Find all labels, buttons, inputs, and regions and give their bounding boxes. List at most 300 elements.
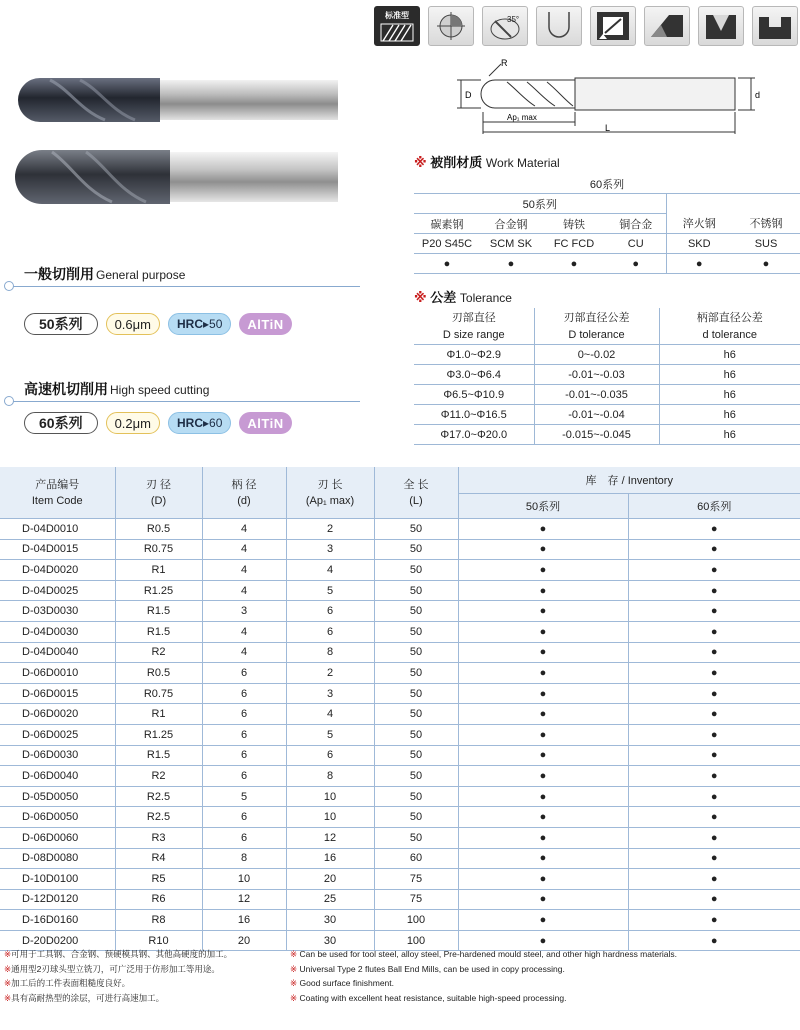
blade-diameter: R1: [115, 704, 202, 725]
shank-diameter: 10: [202, 869, 286, 890]
footnote-mark: ※: [4, 992, 12, 1003]
table-row: [0, 621, 800, 642]
footnote-en: [290, 962, 796, 977]
tolerance-range: Φ3.0~Φ6.4: [414, 365, 534, 385]
flute-length: 2: [286, 663, 374, 684]
tolerance-row: [414, 425, 800, 445]
shank-diameter: 6: [202, 683, 286, 704]
blade-diameter: R5: [115, 869, 202, 890]
stock-50: ●: [458, 539, 628, 560]
shank-diameter: 16: [202, 910, 286, 931]
item-code: D-08D0080: [0, 848, 115, 869]
header-cn: 刃 长: [317, 478, 343, 491]
item-code: D-06D0015: [0, 683, 115, 704]
tolerance-range: Φ11.0~Φ16.5: [414, 405, 534, 425]
material-suitable-mark: ●: [666, 254, 732, 274]
diagram-d-label: d: [755, 90, 761, 100]
item-code: D-04D0015: [0, 539, 115, 560]
standard-type-icon: 标准型: [374, 6, 420, 46]
blade-diameter: R1: [115, 560, 202, 581]
blade-diameter: R1.5: [115, 621, 202, 642]
material-code: P20 S45C: [414, 234, 480, 254]
table-row: [0, 910, 800, 931]
stock-50: ●: [458, 724, 628, 745]
overall-length: 50: [374, 766, 458, 787]
tolerance-header: D tolerance: [534, 325, 659, 345]
stock-60: ●: [628, 745, 800, 766]
header-en: (d): [237, 494, 251, 507]
material-code: CU: [606, 234, 666, 254]
overall-length: 50: [374, 807, 458, 828]
item-code: D-16D0160: [0, 910, 115, 931]
stock-60: ●: [628, 848, 800, 869]
footnote-en: [290, 991, 796, 1006]
header-flute-length: [286, 467, 374, 519]
coating-badge: AlTiN: [239, 313, 291, 335]
shank-diameter: 8: [202, 848, 286, 869]
flute-length: 4: [286, 560, 374, 581]
blade-diameter: R4: [115, 848, 202, 869]
tolerance-header: 柄部直径公差: [659, 308, 800, 325]
item-code: D-06D0020: [0, 704, 115, 725]
stock-50: ●: [458, 642, 628, 663]
shank-diameter: 3: [202, 601, 286, 622]
table-row: [0, 580, 800, 601]
section-highspeed-title-cn: 高速机切削用: [24, 381, 108, 397]
flute-length: 8: [286, 766, 374, 787]
blade-diameter: R0.75: [115, 683, 202, 704]
item-code: D-04D0010: [0, 519, 115, 540]
footnote-mark: ※: [290, 949, 298, 959]
stock-60: ●: [628, 910, 800, 931]
footnote-mark: ※: [290, 963, 298, 974]
stock-60: ●: [628, 663, 800, 684]
table-row: [0, 642, 800, 663]
material-code: SCM SK: [480, 234, 542, 254]
stock-60: ●: [628, 539, 800, 560]
stock-50: ●: [458, 560, 628, 581]
table-row: [0, 601, 800, 622]
table-row: [0, 683, 800, 704]
series-badge: 60系列: [24, 412, 98, 434]
header-cn: 产品编号: [35, 478, 80, 491]
table-row: [0, 827, 800, 848]
stock-50: ●: [458, 869, 628, 890]
tool-photo-60: [10, 142, 340, 217]
material-suitable-mark: ●: [606, 254, 666, 274]
tolerance-header: 刃部直径公差: [534, 308, 659, 325]
stock-50: ●: [458, 580, 628, 601]
footnote-mark: ※: [4, 978, 12, 988]
flute-length: 20: [286, 869, 374, 890]
shank-diameter: 4: [202, 560, 286, 581]
overall-length: 50: [374, 539, 458, 560]
footnote-cn: [4, 991, 289, 1006]
table-row: [0, 519, 800, 540]
overall-length: 75: [374, 889, 458, 910]
diagram-ap-label: Ap₁ max: [507, 113, 537, 122]
stock-50: ●: [458, 848, 628, 869]
tolerance-shank-tol: h6: [659, 385, 800, 405]
work-material-group60: 60系列: [414, 174, 800, 194]
material-code: SKD: [666, 234, 732, 254]
tolerance-shank-tol: h6: [659, 425, 800, 445]
stock-50: ●: [458, 663, 628, 684]
footnote-text: Coating with excellent heat resistance, suitable high-speed processing.: [299, 992, 567, 1003]
work-material-title-cn: 被削材质: [430, 155, 483, 170]
footnote-mark: ※: [290, 978, 298, 988]
overall-length: 50: [374, 601, 458, 622]
table-row: [0, 807, 800, 828]
header-item-code: [0, 467, 115, 519]
blade-diameter: R3: [115, 827, 202, 848]
flute-length: 6: [286, 745, 374, 766]
material-header: 铸铁: [542, 214, 606, 234]
header-inventory: 库 存 / Inventory: [458, 467, 800, 494]
section-highspeed-divider: [12, 401, 360, 402]
tolerance-heading: [414, 287, 512, 306]
item-code: D-06D0060: [0, 827, 115, 848]
overall-length: 50: [374, 724, 458, 745]
tolerance-header: d tolerance: [659, 325, 800, 345]
tolerance-row: [414, 405, 800, 425]
stock-50: ●: [458, 745, 628, 766]
tolerance-d-tol: -0.015~-0.045: [534, 425, 659, 445]
pocket-milling-icon: [698, 6, 744, 46]
flute-length: 25: [286, 889, 374, 910]
table-row: [0, 560, 800, 581]
footnote-cn: [4, 947, 289, 962]
section-general-divider: [12, 286, 360, 287]
diagram-L-label: L: [605, 123, 611, 133]
table-row: [0, 786, 800, 807]
tolerance-shank-tol: h6: [659, 405, 800, 425]
blade-diameter: R0.5: [115, 519, 202, 540]
tolerance-d-tol: -0.01~-0.03: [534, 365, 659, 385]
table-row: [0, 745, 800, 766]
header-cn: 柄 径: [231, 478, 257, 491]
stock-50: ●: [458, 827, 628, 848]
footnote-text: 可用于工具钢、合金钢、预硬模具钢、其他高硬度的加工。: [11, 949, 233, 959]
shank-diameter: 12: [202, 889, 286, 910]
item-code: D-06D0040: [0, 766, 115, 787]
coating-badge: AlTiN: [239, 412, 291, 434]
table-row: [0, 724, 800, 745]
blade-diameter: R2.5: [115, 786, 202, 807]
footnote-en: [290, 976, 796, 991]
stock-60: ●: [628, 642, 800, 663]
slotting-icon: [590, 6, 636, 46]
material-header: 淬火钢: [666, 214, 732, 234]
header-inventory-50: 50系列: [458, 494, 628, 519]
stock-60: ●: [628, 580, 800, 601]
work-material-group50-row: [414, 194, 800, 214]
tolerance-body: [414, 345, 800, 445]
stock-50: ●: [458, 889, 628, 910]
tolerance-header: 刃部直径: [451, 311, 496, 324]
shank-diameter: 6: [202, 766, 286, 787]
header-cn: 全 长: [403, 478, 429, 491]
shank-diameter: 6: [202, 745, 286, 766]
coating-thickness-badge: 0.6μm: [106, 313, 160, 335]
stock-50: ●: [458, 766, 628, 787]
material-header: 合金钢: [480, 214, 542, 234]
footnote-text: Good surface finishment.: [299, 978, 394, 988]
section-highspeed-badges: [24, 412, 292, 434]
work-material-table: [414, 174, 800, 274]
item-code: D-04D0040: [0, 642, 115, 663]
blade-diameter: R1.25: [115, 724, 202, 745]
tolerance-shank-tol: h6: [659, 365, 800, 385]
stock-50: ●: [458, 786, 628, 807]
footnote-text: 通用型2刃球头型立铣刀，可广泛用于仿形加工等用途。: [11, 963, 220, 974]
tolerance-row: [414, 385, 800, 405]
table-row: [0, 869, 800, 890]
blade-diameter: R0.5: [115, 663, 202, 684]
stock-50: ●: [458, 601, 628, 622]
table-row: [0, 848, 800, 869]
shoulder-milling-icon: [752, 6, 798, 46]
stock-60: ●: [628, 519, 800, 540]
overall-length: 50: [374, 642, 458, 663]
footnote-cn: [4, 976, 289, 991]
footnote-mark: ※: [290, 992, 298, 1003]
overall-length: 50: [374, 704, 458, 725]
hrc-value: 50: [209, 317, 223, 331]
stock-60: ●: [628, 704, 800, 725]
flute-length: 2: [286, 519, 374, 540]
material-header: 铜合金: [606, 214, 666, 234]
hrc-value: 60: [209, 416, 223, 430]
flute-length: 6: [286, 621, 374, 642]
material-code: FC FCD: [542, 234, 606, 254]
overall-length: 50: [374, 683, 458, 704]
shank-diameter: 4: [202, 642, 286, 663]
shank-diameter: 4: [202, 539, 286, 560]
stock-60: ●: [628, 786, 800, 807]
footnotes-cn: [4, 947, 289, 1005]
tolerance-header-en-row: [414, 325, 800, 345]
diagram-D-label: D: [465, 90, 472, 100]
tolerance-d-tol: -0.01~-0.04: [534, 405, 659, 425]
shank-diameter: 6: [202, 704, 286, 725]
section-highspeed-title-en: High speed cutting: [110, 383, 210, 397]
header-shank-diameter: [202, 467, 286, 519]
work-material-blank: [666, 194, 800, 214]
stock-60: ●: [628, 869, 800, 890]
ball-profile-icon: [536, 6, 582, 46]
flute-length: 8: [286, 642, 374, 663]
shank-diameter: 6: [202, 724, 286, 745]
product-table: [0, 467, 800, 951]
section-general-badges: [24, 313, 292, 335]
tolerance-range: Φ6.5~Φ10.9: [414, 385, 534, 405]
table-row: [0, 539, 800, 560]
blade-diameter: R2: [115, 766, 202, 787]
section-general-title-en: General purpose: [96, 268, 186, 282]
tolerance-header-cn-row: [414, 308, 800, 325]
stock-60: ●: [628, 807, 800, 828]
hrc-prefix: HRC: [176, 416, 203, 430]
overall-length: 50: [374, 663, 458, 684]
overall-length: 75: [374, 869, 458, 890]
overall-length: 50: [374, 621, 458, 642]
work-material-title-en: Work Material: [485, 156, 560, 170]
item-code: D-10D0100: [0, 869, 115, 890]
item-code: D-04D0030: [0, 621, 115, 642]
helix-angle-icon: [482, 6, 528, 46]
item-code: D-20D0200: [0, 930, 115, 951]
material-suitable-mark: ●: [414, 254, 480, 274]
blade-diameter: R1.5: [115, 601, 202, 622]
material-suitable-mark: ●: [732, 254, 800, 274]
material-code: SUS: [732, 234, 800, 254]
tolerance-row: [414, 365, 800, 385]
tolerance-d-tol: -0.01~-0.035: [534, 385, 659, 405]
header-en: (D): [150, 494, 167, 507]
footnote-text: Universal Type 2 flutes Ball End Mills, can be used in copy processing.: [299, 963, 565, 974]
stock-60: ●: [628, 621, 800, 642]
stock-60: ●: [628, 930, 800, 951]
footnote-en: [290, 947, 796, 962]
shank-diameter: 4: [202, 621, 286, 642]
table-row: [0, 704, 800, 725]
tolerance-title-en: Tolerance: [459, 291, 512, 305]
shank-icon: [428, 6, 474, 46]
flute-length: 3: [286, 539, 374, 560]
flute-length: 4: [286, 704, 374, 725]
hrc-prefix: HRC: [176, 317, 203, 331]
item-code: D-06D0025: [0, 724, 115, 745]
stock-50: ●: [458, 807, 628, 828]
work-material-header-row: [414, 214, 800, 234]
header-en: (L): [409, 494, 423, 507]
overall-length: 50: [374, 827, 458, 848]
diagram-R-label: R: [501, 58, 508, 68]
item-code: D-04D0025: [0, 580, 115, 601]
blade-diameter: R10: [115, 930, 202, 951]
shank-diameter: 6: [202, 663, 286, 684]
coating-thickness-badge: 0.2μm: [106, 412, 160, 434]
table-row: [0, 889, 800, 910]
product-table-header-row: [0, 467, 800, 494]
flute-length: 3: [286, 683, 374, 704]
stock-60: ●: [628, 827, 800, 848]
work-material-group50: 50系列: [414, 194, 666, 214]
footnote-text: 具有高耐热型的涂层，可进行高速加工。: [11, 992, 165, 1003]
material-suitable-mark: ●: [480, 254, 542, 274]
item-code: D-06D0050: [0, 807, 115, 828]
stock-50: ●: [458, 704, 628, 725]
footnote-text: 加工后的工件表面粗糙度良好。: [11, 978, 131, 988]
section-highspeed-bullet: [4, 396, 14, 406]
overall-length: 50: [374, 560, 458, 581]
stock-60: ●: [628, 683, 800, 704]
flute-length: 10: [286, 807, 374, 828]
stock-60: ●: [628, 724, 800, 745]
flute-length: 30: [286, 910, 374, 931]
hardness-badge: HRC ▸ 60: [168, 412, 231, 434]
stock-60: ●: [628, 601, 800, 622]
tool-photo-50: [10, 68, 340, 135]
blade-diameter: R2.5: [115, 807, 202, 828]
material-header: 碳素钢: [414, 214, 480, 234]
header-cn: 刃 径: [145, 478, 172, 491]
shank-diameter: 5: [202, 786, 286, 807]
tolerance-title-cn: 公差: [430, 290, 457, 305]
shank-diameter: 4: [202, 580, 286, 601]
tolerance-header: D size range: [414, 325, 534, 345]
flute-length: 16: [286, 848, 374, 869]
flute-length: 5: [286, 580, 374, 601]
stock-50: ●: [458, 930, 628, 951]
footnote-text: Can be used for tool steel, alloy steel, Pre-hardened mould steel, and other high hardness materials.: [299, 949, 678, 959]
tolerance-range: Φ17.0~Φ20.0: [414, 425, 534, 445]
tolerance-mark: ※: [414, 290, 427, 305]
flute-length: 6: [286, 601, 374, 622]
header-inventory-60: 60系列: [628, 494, 800, 519]
blade-diameter: R1.5: [115, 745, 202, 766]
tolerance-d-tol: 0~-0.02: [534, 345, 659, 365]
tolerance-shank-tol: h6: [659, 345, 800, 365]
table-row: [0, 766, 800, 787]
footnote-mark: ※: [4, 963, 12, 974]
shank-diameter: 20: [202, 930, 286, 951]
stock-50: ●: [458, 621, 628, 642]
flute-length: 30: [286, 930, 374, 951]
stock-60: ●: [628, 560, 800, 581]
flute-length: 5: [286, 724, 374, 745]
shank-diameter: 4: [202, 519, 286, 540]
section-highspeed-title: [24, 379, 209, 399]
overall-length: 50: [374, 786, 458, 807]
flute-length: 10: [286, 786, 374, 807]
dimension-diagram: [455, 58, 765, 143]
footnote-mark: ※: [4, 949, 12, 959]
work-material-group60-row: [414, 174, 800, 194]
shank-diameter: 6: [202, 827, 286, 848]
blade-diameter: R0.75: [115, 539, 202, 560]
overall-length: 100: [374, 910, 458, 931]
overall-length: 100: [374, 930, 458, 951]
work-material-mark-row: [414, 254, 800, 274]
header-en: (Ap₁ max): [305, 494, 355, 507]
stock-50: ●: [458, 519, 628, 540]
blade-diameter: R8: [115, 910, 202, 931]
work-material-heading: [414, 152, 560, 171]
blade-diameter: R6: [115, 889, 202, 910]
header-blade-diameter: [115, 467, 202, 519]
section-general-title: [24, 264, 185, 284]
section-general-title-cn: 一般切削用: [24, 266, 94, 282]
work-material-code-row: [414, 234, 800, 254]
material-suitable-mark: ●: [542, 254, 606, 274]
blade-diameter: R2: [115, 642, 202, 663]
side-milling-icon: [644, 6, 690, 46]
overall-length: 60: [374, 848, 458, 869]
stock-50: ●: [458, 683, 628, 704]
hardness-badge: HRC ▸ 50: [168, 313, 231, 335]
overall-length: 50: [374, 745, 458, 766]
table-row: [0, 663, 800, 684]
overall-length: 50: [374, 519, 458, 540]
overall-length: 50: [374, 580, 458, 601]
item-code: D-06D0010: [0, 663, 115, 684]
section-general-bullet: [4, 281, 14, 291]
helix-angle-label: 35°: [507, 15, 520, 24]
item-code: D-03D0030: [0, 601, 115, 622]
tolerance-table: [414, 308, 800, 445]
